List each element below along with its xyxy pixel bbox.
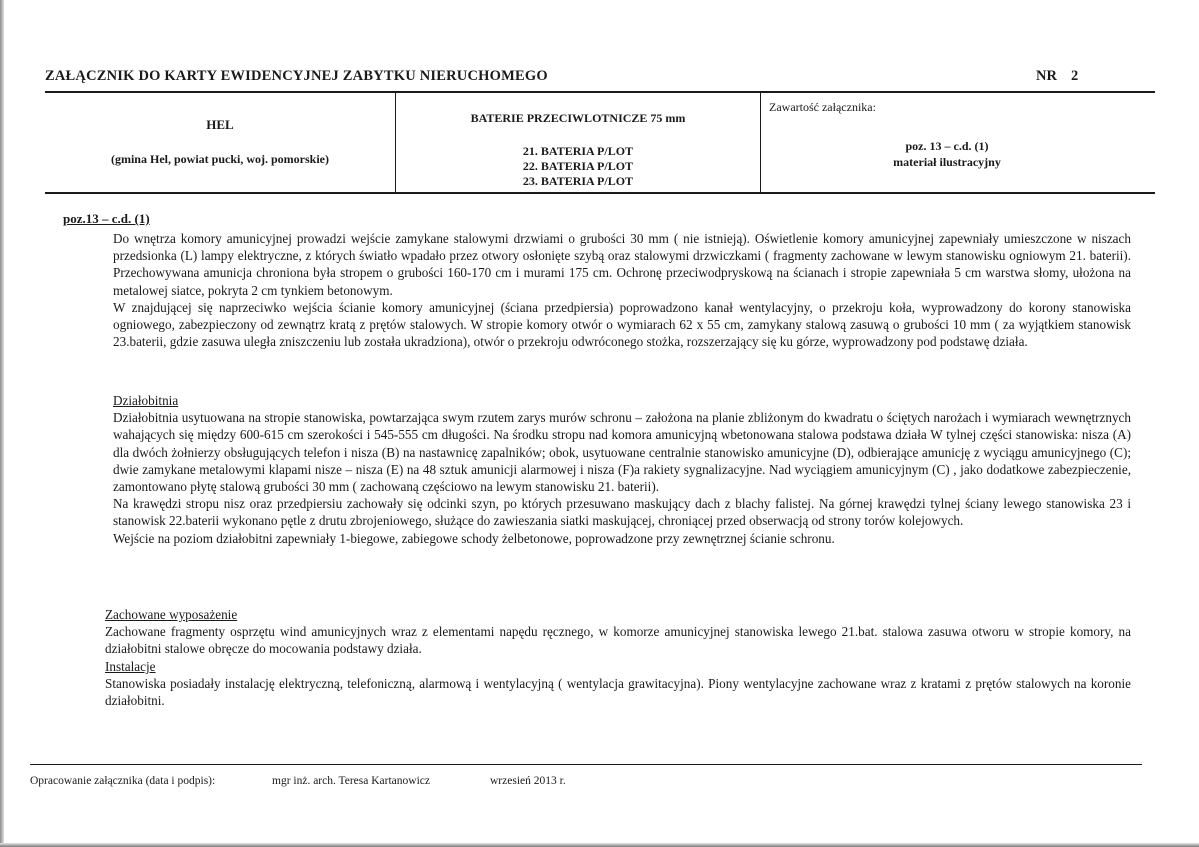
footer-date: wrzesień 2013 r. xyxy=(490,775,566,787)
object-item: 23. BATERIA P/LOT xyxy=(522,174,634,188)
section-body xyxy=(113,230,1131,350)
paragraph: Do wnętrza komory amunicyjnej prowadzi wejście zamykane stalowymi drzwiami o grubości 30 mm ( nie istnieją). Oświetlenie komory amunicyjnej zapewniały umieszczone w niszach przedsionka (L) lampy elektryczne, z których światło wpadało przez otwory osłonięte szybą oraz stalowymi drzwiczkami ( fragmenty zachowane w lewym stanowisku ogniowym 21. baterii). Przechowywana amunicja chroniona była stropem o grubości 160-170 cm i murami 175 cm. Ochronę przeciwodpryskową na ścianach i stropie zapewniała 5 cm warstwa słomy, ułożona na metalowej siatce, pokryta 2 cm tynkiem betonowym. xyxy=(113,231,1131,298)
paragraph: Stanowiska posiadały instalację elektryczną, telefoniczną, alarmową i wentylacyjną ( wentylacja grawitacyjna). Piony wentylacyjne zachowane wraz z kratami z prętów stalowych na koronie działobitni. xyxy=(105,675,1131,709)
section-heading: poz.13 – c.d. (1) xyxy=(63,211,150,226)
attachment-line-1: poz. 13 – c.d. (1) xyxy=(905,139,989,153)
footer-label: Opracowanie załącznika (data i podpis): xyxy=(30,775,216,787)
paragraph: Na krawędzi stropu nisz oraz przedpiersiu zachowały się odcinki szyn, po których przesuwano maskujący dach z blachy falistej. Na górnej krawędzi tylnej ściany lewego stanowiska 23 i stanowisk 22.baterii wykonano pętle z drutu zbrojeniowego, służące do zawieszania siatki maskującej, chroniącej przed obserwacją od strony torów kolejowych. xyxy=(113,496,1131,529)
attachment-label: Zawartość załącznika: xyxy=(769,100,876,114)
dzialobitnia-heading: Działobitnia xyxy=(113,393,179,408)
header-bottom-rule xyxy=(45,192,1155,194)
footer-author: mgr inż. arch. Teresa Kartanowicz xyxy=(272,775,430,787)
object-item: 22. BATERIA P/LOT xyxy=(522,159,634,173)
location-name: HEL xyxy=(206,117,234,132)
instalacje-heading: Instalacje xyxy=(105,658,156,674)
paragraph: Wejście na poziom działobitni zapewniały 1-biegowe, zabiegowe schody żelbetonowe, poprowadzone przy zewnętrznej ścianie schronu. xyxy=(113,530,835,546)
document-title: ZAŁĄCZNIK DO KARTY EWIDENCYJNEJ ZABYTKU NIERUCHOMEGO xyxy=(45,68,548,84)
scan-edge-bottom xyxy=(0,843,1199,847)
nr-label: NR xyxy=(1036,68,1057,84)
header-divider-2 xyxy=(760,91,761,193)
scan-edge-left xyxy=(0,0,4,847)
wyposazenie-heading: Zachowane wyposażenie xyxy=(105,607,238,622)
footer-rule xyxy=(30,764,1142,765)
nr-value: 2 xyxy=(1070,68,1079,84)
location-subtitle: (gmina Hel, powiat pucki, woj. pomorskie) xyxy=(110,152,329,166)
paragraph: Zachowane fragmenty osprzętu wind amunicyjnych wraz z elementami napędu ręcznego, w komorze amunicyjnej stanowiska lewego 21.bat. stalowa zasuwa otworu w stropie komory, na działobitni stalowe obręcze do mocowania podstawy działa. xyxy=(105,624,1131,657)
object-list xyxy=(396,144,760,189)
paragraph: Działobitnia usytuowana na stropie stanowiska, powtarzająca swym rzutem zarys murów schronu – założona na planie zbliżonym do kwadratu o ściętych narożach i wymiarach wewnętrznych wahających się między 600-615 cm szerokości i 545-555 cm długości. Na środku stropu nad komora amunicyjną wbetonowana stalowa podstawa działa W tylnej części stanowiska: nisza (A) dla dwóch żołnierzy obsługujących telefon i nisza (B) na nastawnicę zapalników; obok, usytuowane centralnie stanowisko amunicyjne (D), odbierające amunicję z wyciągu amunicyjnego (C); dwie zamykane metalowymi klapami nisze – nisza (E) na 48 sztuk amunicji alarmowej i nisza (F)a rakiety sygnalizacyjne. Nad wyciągiem amunicyjnym (C) , jako dodatkowe zabezpieczenie, zamontowano płytę stalową grubości 30 mm ( zachowaną częściowo na lewym stanowisku 21. baterii). xyxy=(113,410,1131,495)
wyposazenie-block xyxy=(105,606,1131,709)
attachment-line-2: materiał ilustracyjny xyxy=(893,155,1001,169)
attachment-content xyxy=(762,138,1132,170)
dzialobitnia-block xyxy=(113,392,1131,547)
object-item: 21. BATERIA P/LOT xyxy=(522,144,634,158)
document-number xyxy=(1036,68,1078,85)
paragraph: W znajdującej się naprzeciwko wejścia ścianie komory amunicyjnej (ściana przedpiersia) poprowadzono kanał wentylacyjny, o przekroju koła, wyprowadzony do korony stanowiska ogniowego, zabezpieczony od zewnątrz kratą z prętów stalowych. W stropie komory otwór o wymiarach 62 x 55 cm, zamykany stalową zasuwą o grubości 10 mm ( za wyjątkiem stanowisk 23.baterii, gdzie zasuwa uległa zniszczeniu lub została ukradziona), otwór o przekroju odwróconego stożka, rozszerzający się ku górze, wyprowadzony pod podstawę działa. xyxy=(113,299,1131,350)
object-title: BATERIE PRZECIWLOTNICZE 75 mm xyxy=(470,111,686,125)
header-top-rule xyxy=(45,91,1155,93)
